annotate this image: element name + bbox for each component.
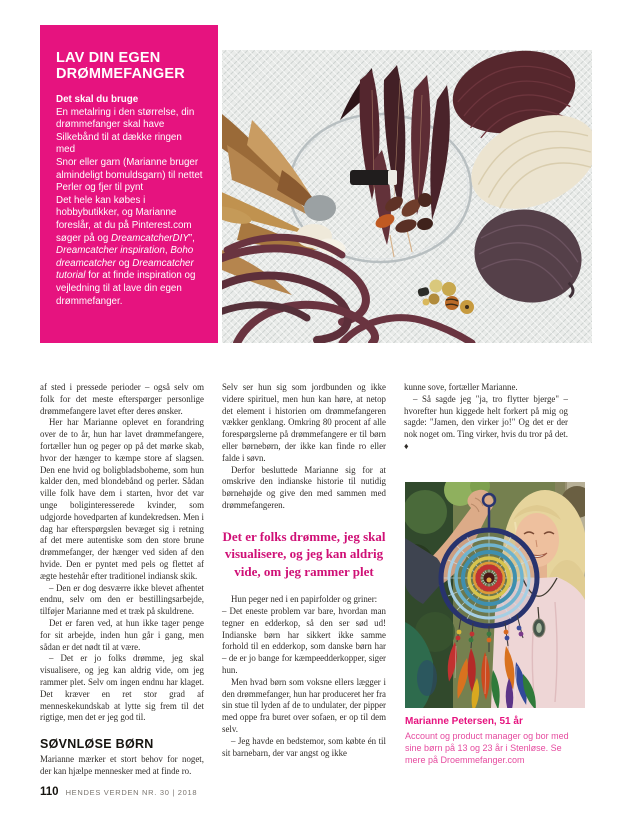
center-bead xyxy=(487,578,492,583)
thread-spool xyxy=(350,170,397,185)
paragraph: Men hvad børn som voksne ellers lægger i den drømmefanger, hun har produceret her fra sin stue til lyden af de to undulater, der pipper med oppe fra buret over sofaen, er op til dem selv. xyxy=(222,676,387,735)
article-column-1 xyxy=(40,382,204,778)
diy-infobox xyxy=(40,25,218,343)
magazine-credit: HENDES VERDEN NR. 30 | 2018 xyxy=(65,788,198,797)
paragraph: – Den er dog desværre ikke blevet afhentet endnu, selv om den er bestillingsarbejde, tilføjer Marianne med et træk på skuldrene. xyxy=(40,582,204,617)
paragraph: – Så sagde jeg "ja, tro flytter bjerge" – hvorefter hun kiggede helt forkert på mig og sagde: "Jamen, den virker jo!" Og det er der nok noget om. Ting virker, hvis du tror på det. ♦ xyxy=(404,393,568,451)
photo-caption xyxy=(405,716,581,766)
paragraph: Derfor besluttede Marianne sig for at omskrive den indianske historie til nutidig børnehøjde og give den med sammen med drømmefangeren. xyxy=(222,464,386,510)
infobox-item: Silkebånd til at dække ringen med xyxy=(56,131,182,156)
infobox-item: Perler og fjer til pynt xyxy=(56,182,144,194)
materials-illustration xyxy=(222,50,592,343)
article-column-2 xyxy=(222,382,386,759)
section-heading: SØVNLØSE BØRN xyxy=(40,737,154,752)
infobox-subtitle: Det skal du bruge xyxy=(56,94,139,105)
infobox-title: LAV DIN EGEN DRØMMEFANGER xyxy=(56,50,185,82)
paragraph: Det er faren ved, at hun ikke tager penge for sit arbejde, inden hun går i gang, men sådan er det nødt til at være. xyxy=(40,617,204,652)
article-column-3 xyxy=(404,382,568,453)
paragraph: – Det er jo folks drømme, jeg skal visualisere, og jeg kan aldrig vide, om jeg rammer plet. Selv om ingen endnu har klaget. Det kræver en ret stor grad af menneskekundskab at lytte sig frem til det rigtige, men det er jeg god til. xyxy=(40,653,204,723)
yarn-skein-plum xyxy=(464,198,591,313)
page-number: 110 xyxy=(40,786,59,798)
maroon-feathers xyxy=(340,65,450,257)
yellow-beads xyxy=(417,280,474,315)
infobox-item: En metalring i den størrelse, din drømmefanger skal have xyxy=(56,106,195,131)
pull-quote: Det er folks drømme, jeg skal visualisere, og jeg kan aldrig vide, om jeg rammer plet xyxy=(222,528,386,579)
caption-text: Account og product manager og bor med sine børn på 13 og 23 år i Stenløse. Se mere på Droemmefanger.com xyxy=(405,731,569,765)
paragraph: Marianne mærker et stort behov for noget, der kan hjælpe mennesker med at finde ro. xyxy=(40,754,204,776)
portrait-illustration xyxy=(405,482,585,708)
paragraph: af sted i pressede perioder – også selv om folk for det meste efterspørger personlige drømmefangere lavet efter deres ønsker. xyxy=(40,382,204,416)
materials-photo xyxy=(222,50,592,343)
portrait-photo xyxy=(405,482,585,708)
caption-name: Marianne Petersen, 51 år xyxy=(405,716,523,727)
paragraph: – Det eneste problem var bare, hvordan man tegner en edderkop, så den ser sød ud! Indianske børn har sikkert ikke samme forhold til en edderkop, som danske børn har – de er jo bange for kæmpeedderkopper, siger hun. xyxy=(222,606,386,676)
infobox-item: Snor eller garn (Marianne bruger almindeligt bomuldsgarn) til nettet xyxy=(56,156,203,181)
paragraph: – Jeg havde en bedstemor, som købte én til sit barnebarn, der var angst og ikke xyxy=(222,735,386,758)
tan-feathers xyxy=(222,110,348,295)
paragraph: kunne sove, fortæller Marianne. xyxy=(404,382,518,392)
paragraph: Selv ser hun sig som jordbunden og ikke videre spirituel, men hun kan høre, at netop det element i historien om drømmefangeren vækker genklang. Omkring 80 procent af alle forespørgslerne på drømmefangere er til børn eller børnebørn, der ikke kan finde ro eller falde i søvn. xyxy=(222,382,386,463)
page-footer xyxy=(40,786,197,798)
paragraph: Her har Marianne oplevet en forandring over de to år, hun har lavet drømmefangere, fortæller hun og peger op på det mørke skab, hvor der hænger to kæmpe store af slagsen. Den ene hvid og boligbladsboheme, som hun kalder den, med blondebånd og perler. Sådan ville folk have dem i starten, hvor det var unge boliginteresserede kvinder, som udgjorde hovedparten af kundekredsen. Men i dag har efterspørgslen bevæget sig i retning af det mere autentiske som den store brune drømmefanger, der hænger ved siden af den hvide. Den er pyntet med pels og flettet af ægte hestehår efter traditionel indiansk skik. xyxy=(40,417,204,581)
paragraph: Hun peger ned i en papirfolder og griner: xyxy=(231,594,378,605)
infobox-note: Det hele kan købes i hobbybutikker, og Marianne foreslår, at du på Pinterest.com søger på og DreamcatcherDIY”, Dreamcatcher inspiration, Boho dreamcatcher og Dreamcatcher tutorial for at finde inspiration og vejledning til at lave din egen drømmefanger. xyxy=(56,194,196,307)
